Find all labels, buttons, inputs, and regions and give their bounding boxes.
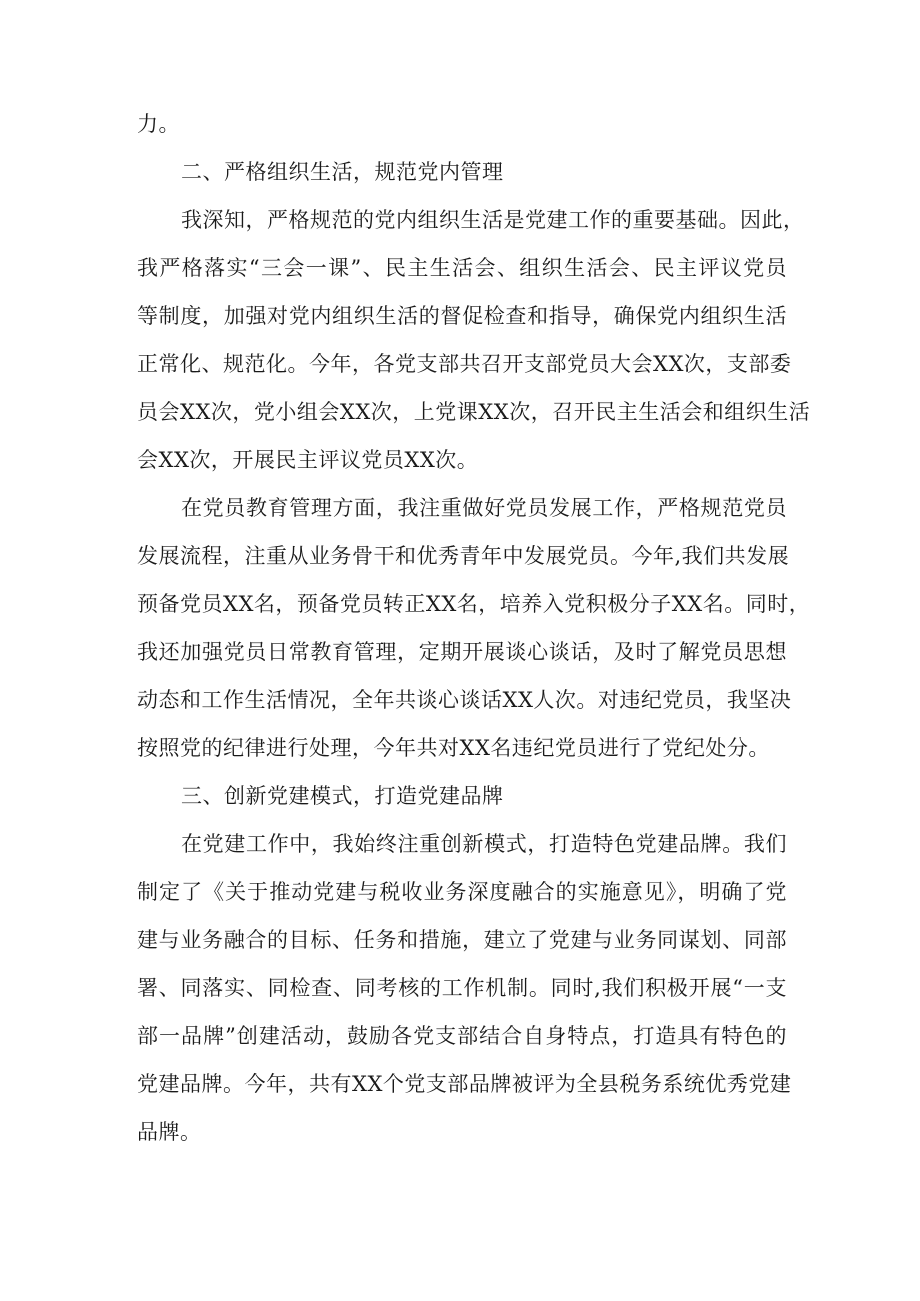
paragraph-line: 建与业务融合的目标、任务和措施，建立了党建与业务同谋划、同部: [137, 928, 787, 952]
paragraph-line: 动态和工作生活情况，全年共谈心谈话XX人次。对违纪党员，我坚决: [137, 688, 792, 712]
section-heading-2: 二、严格组织生活，规范党内管理: [181, 160, 504, 184]
paragraph-line: 品牌。: [137, 1120, 202, 1144]
paragraph-line: 署、同落实、同检查、同考核的工作机制。同时,我们积极开展“一支: [137, 976, 787, 1000]
paragraph-line: 会XX次，开展民主评议党员XX次。: [137, 448, 479, 472]
paragraph-line: 发展流程，注重从业务骨干和优秀青年中发展党员。今年,我们共发展: [137, 544, 790, 568]
paragraph-line: 我还加强党员日常教育管理，定期开展谈心谈话，及时了解党员思想: [137, 640, 787, 664]
paragraph-line: 正常化、规范化。今年，各党支部共召开支部党员大会XX次，支部委: [137, 352, 792, 376]
paragraph-line: 在党员教育管理方面，我注重做好党员发展工作，严格规范党员: [181, 496, 787, 520]
paragraph-line: 制定了《关于推动党建与税收业务深度融合的实施意见》，明确了党: [137, 880, 787, 904]
section-heading-3: 三、创新党建模式，打造党建品牌: [181, 784, 504, 808]
paragraph-line: 员会XX次，党小组会XX次，上党课XX次，召开民主生活会和组织生活: [137, 400, 811, 424]
paragraph-line: 我深知，严格规范的党内组织生活是党建工作的重要基础。因此，: [181, 208, 805, 232]
paragraph-line: 党建品牌。今年，共有XX个党支部品牌被评为全县税务系统优秀党建: [137, 1072, 792, 1096]
paragraph-line: 我严格落实“三会一课”、民主生活会、组织生活会、民主评议党员: [137, 256, 787, 280]
paragraph-line: 在党建工作中，我始终注重创新模式，打造特色党建品牌。我们: [181, 832, 787, 856]
paragraph-end-line: 力。: [137, 112, 180, 136]
paragraph-line: 等制度，加强对党内组织生活的督促检查和指导，确保党内组织生活: [137, 304, 787, 328]
paragraph-line: 部一品牌”创建活动，鼓励各党支部结合自身特点，打造具有特色的: [137, 1024, 787, 1048]
paragraph-line: 预备党员XX名，预备党员转正XX名，培养入党积极分子XX名。同时，: [137, 592, 811, 616]
paragraph-line: 按照党的纪律进行处理，今年共对XX名违纪党员进行了党纪处分。: [137, 736, 770, 760]
